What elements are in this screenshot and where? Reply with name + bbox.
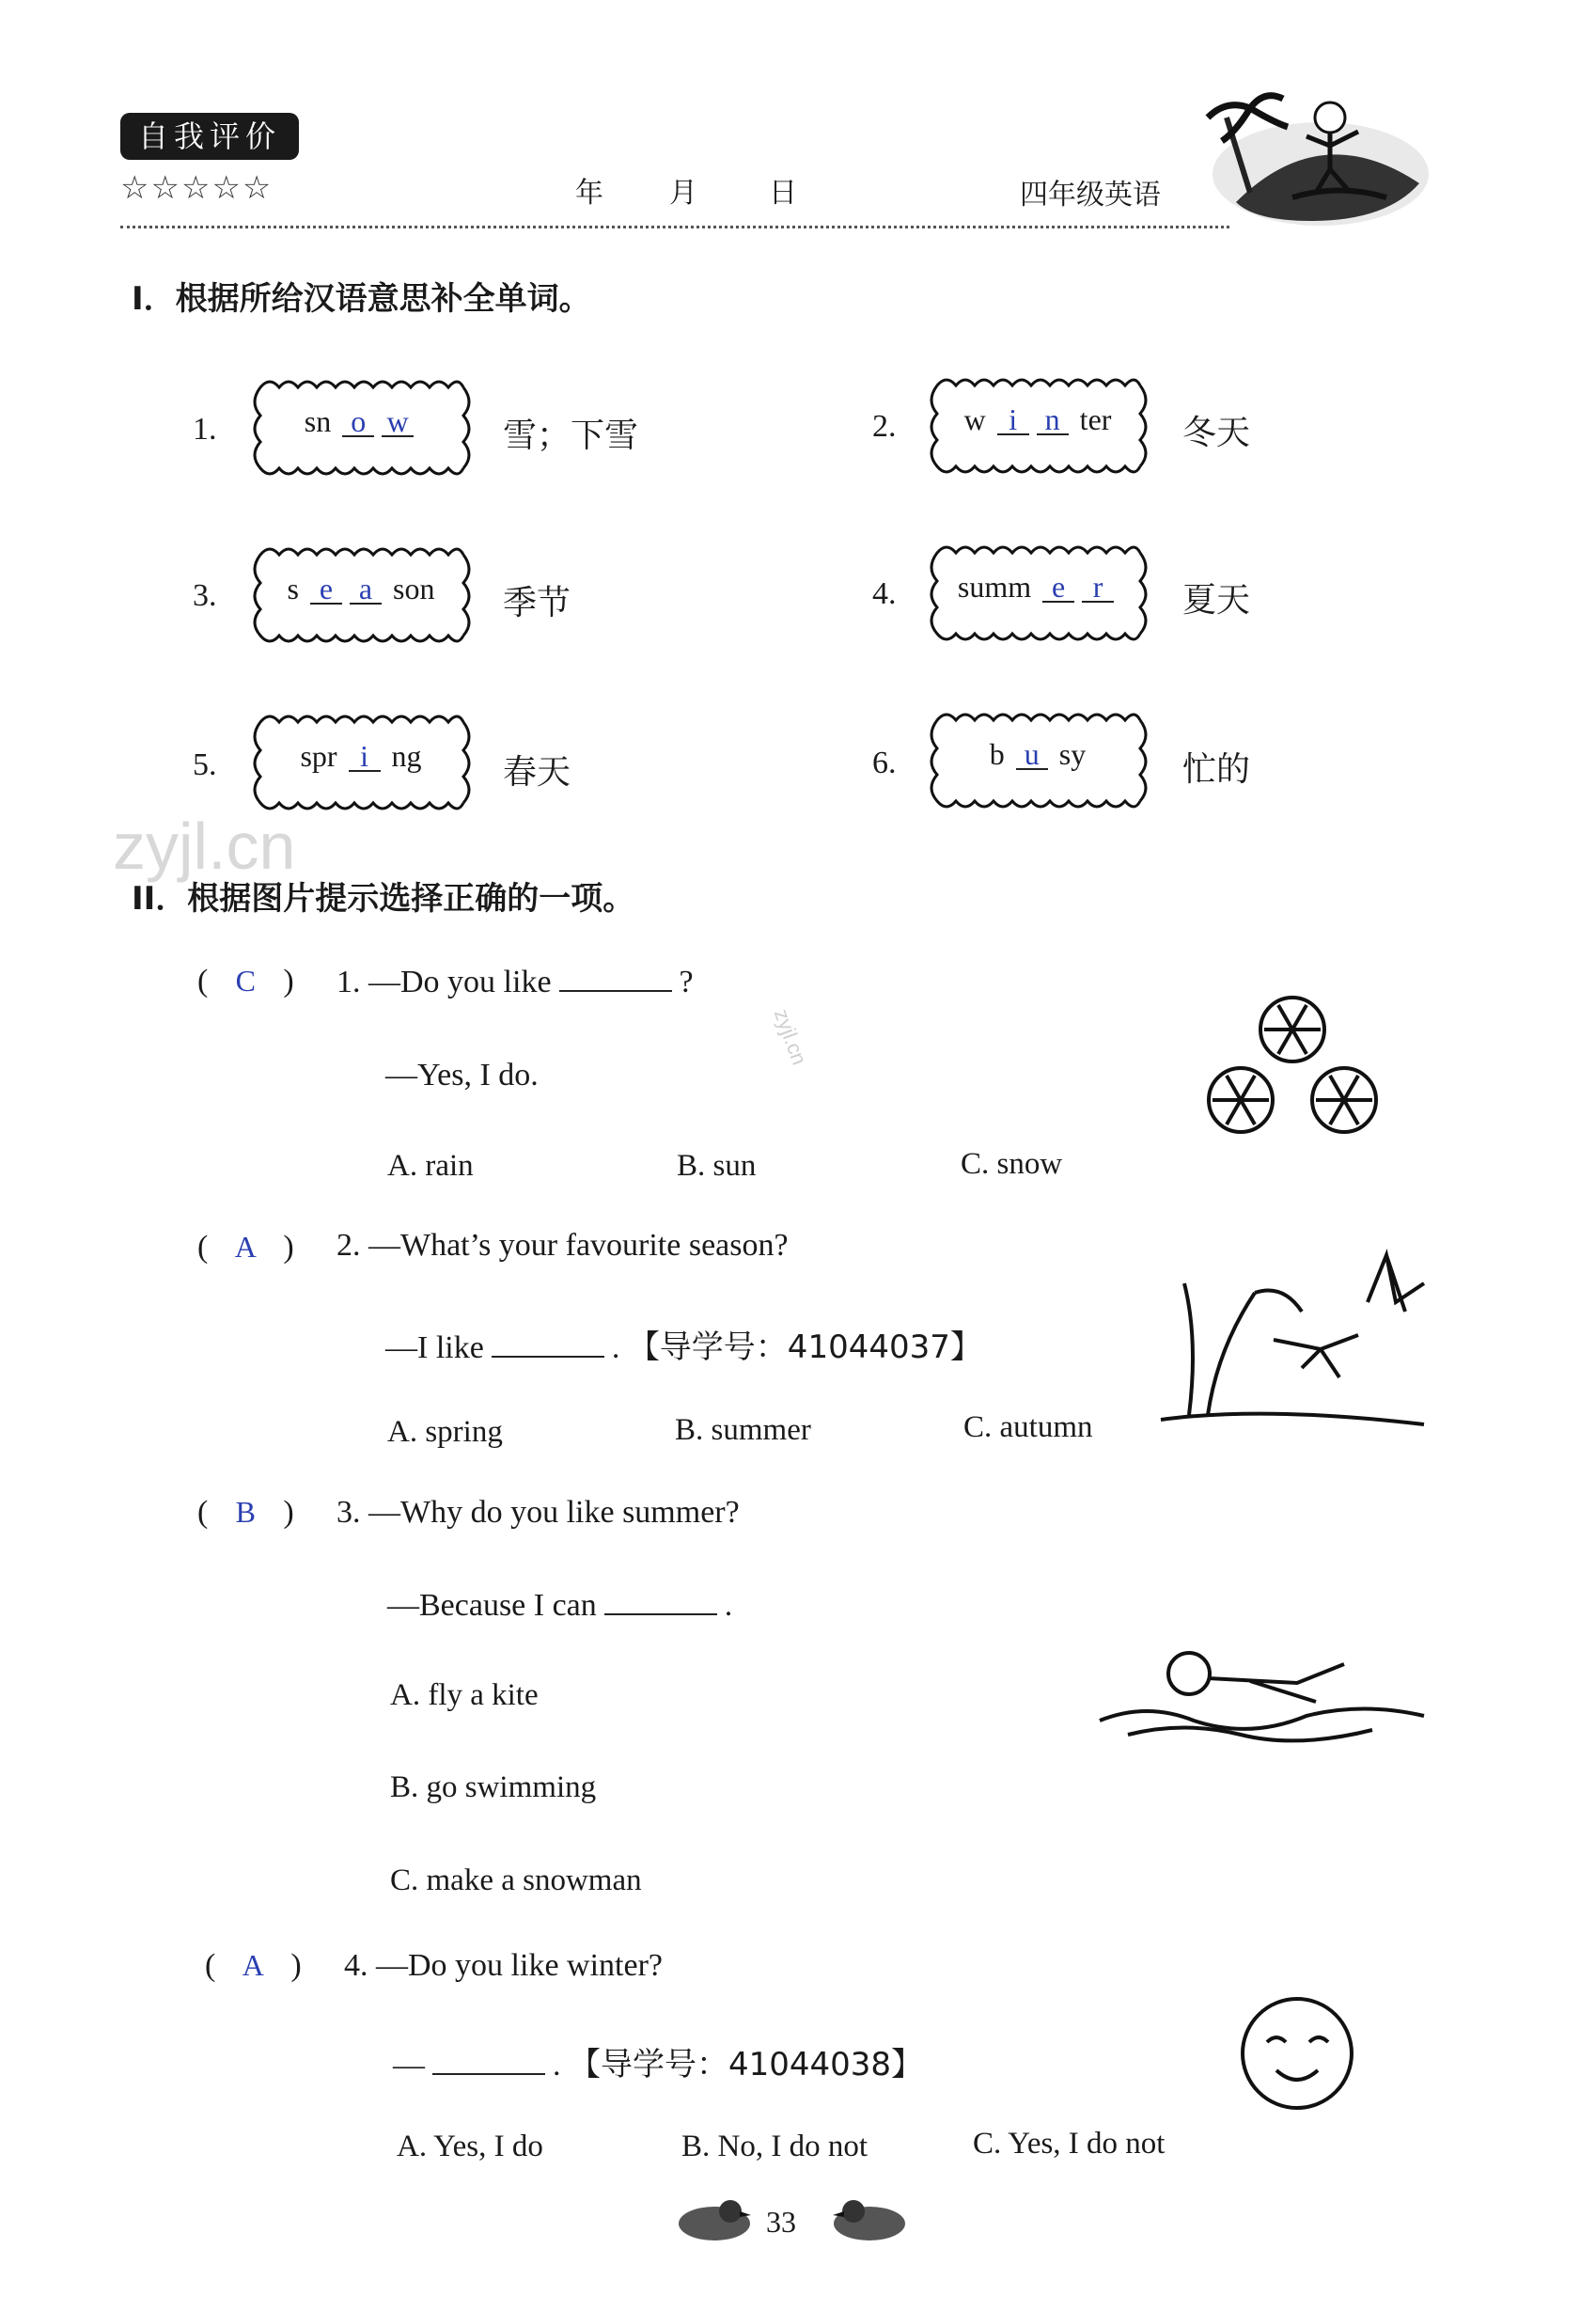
word-item-5-number: 5. — [193, 747, 217, 782]
word-item-6-meaning: 忙的 — [1182, 750, 1251, 789]
word-item-2-meaning: 冬天 — [1182, 414, 1251, 452]
blank-answer[interactable]: i — [997, 405, 1029, 435]
blank-line[interactable] — [559, 964, 672, 992]
swallows-willow-picture — [1151, 1246, 1429, 1434]
word-item-1-meaning: 雪；下雪 — [503, 417, 639, 455]
rating-stars: ☆☆☆☆☆ — [120, 171, 274, 206]
bird-icon — [827, 2191, 912, 2247]
smiley-face-picture — [1239, 1995, 1356, 2113]
answer-paren-4: ( A ) — [205, 1948, 302, 1983]
word-4: summ e r — [926, 570, 1150, 605]
question-3: 3. —Why do you like summer? — [336, 1495, 740, 1530]
answer-choice[interactable]: A — [242, 1948, 264, 1982]
question-1-reply: —Yes, I do. — [385, 1058, 539, 1093]
word-item-1-number: 1. — [193, 412, 217, 447]
blank-answer[interactable]: w — [382, 407, 414, 437]
watermark: zyjl.cn — [113, 810, 296, 883]
word-2: w i n ter — [963, 402, 1112, 436]
option[interactable]: A. rain — [387, 1149, 474, 1183]
option[interactable]: A. Yes, I do — [397, 2130, 543, 2163]
section2-title: II．根据图片提示选择正确的一项。 — [132, 880, 635, 918]
option[interactable]: C. Yes, I do not — [973, 2127, 1166, 2161]
blank-answer[interactable]: a — [350, 574, 382, 605]
answer-paren-2: ( A ) — [197, 1230, 294, 1265]
word-3: s e a son — [287, 572, 435, 605]
word-item-2-number: 2. — [872, 409, 897, 444]
question-2: 2. —What’s your favourite season? — [336, 1228, 789, 1263]
bird-icon — [672, 2191, 757, 2247]
option[interactable]: B. summer — [675, 1413, 811, 1447]
header-divider — [120, 226, 1229, 228]
word-item-6-number: 6. — [872, 746, 897, 780]
option[interactable]: C. snow — [961, 1147, 1063, 1181]
word-box-1 — [249, 376, 473, 479]
blank-answer[interactable]: n — [1037, 405, 1069, 435]
self-evaluation-badge: 自我评价 — [120, 113, 299, 160]
word-item-4-number: 4. — [872, 576, 897, 611]
word-1: sn o w — [249, 404, 473, 439]
question-1: 1. —Do you like ? — [336, 965, 694, 999]
word-box-4 — [926, 542, 1150, 645]
option[interactable]: B. No, I do not — [681, 2130, 868, 2163]
swimmer-picture — [1090, 1627, 1429, 1749]
option[interactable]: A. fly a kite — [390, 1678, 539, 1712]
question-4: 4. —Do you like winter? — [344, 1948, 663, 1983]
word-box-5 — [249, 711, 473, 814]
word-item-5-meaning: 春天 — [503, 753, 571, 792]
question-4-reply: — . 【导学号：41044038】 — [393, 2046, 924, 2083]
grade-subject-label: 四年级英语 — [1020, 179, 1161, 212]
word-item-3-meaning: 季节 — [503, 584, 571, 622]
blank-answer[interactable]: i — [349, 742, 381, 772]
option[interactable]: C. autumn — [963, 1410, 1093, 1444]
answer-paren-1: ( C ) — [197, 964, 294, 998]
option[interactable]: B. go swimming — [390, 1770, 597, 1804]
surfer-illustration — [1198, 80, 1438, 230]
option[interactable]: C. make a snowman — [390, 1863, 642, 1897]
section1-title: I．根据所给汉语意思补全单词。 — [132, 280, 591, 318]
snowflakes-picture — [1198, 992, 1391, 1142]
watermark-small: zyjl.cn — [769, 1005, 812, 1068]
word-box-2 — [926, 374, 1150, 478]
option[interactable]: B. sun — [677, 1149, 757, 1183]
page-number: 33 — [766, 2205, 796, 2239]
blank-line[interactable] — [432, 2047, 545, 2075]
word-item-4-meaning: 夏天 — [1182, 581, 1251, 620]
answer-choice[interactable]: B — [235, 1495, 256, 1529]
answer-paren-3: ( B ) — [197, 1495, 294, 1530]
blank-line[interactable] — [492, 1329, 604, 1358]
word-5: spr i ng — [300, 739, 422, 773]
word-item-3-number: 3. — [193, 578, 217, 613]
question-3-reply: —Because I can . — [387, 1588, 733, 1623]
word-box-3 — [249, 543, 473, 647]
blank-line[interactable] — [604, 1587, 717, 1615]
year-label: 年 — [575, 177, 603, 210]
option[interactable]: A. spring — [387, 1415, 503, 1449]
blank-answer[interactable]: r — [1082, 573, 1114, 603]
answer-choice[interactable]: A — [234, 1230, 257, 1264]
blank-answer[interactable]: e — [1042, 573, 1074, 603]
word-6: b u sy — [989, 737, 1087, 771]
answer-choice[interactable]: C — [235, 964, 256, 998]
blank-answer[interactable]: u — [1016, 740, 1048, 770]
blank-answer[interactable]: e — [310, 574, 342, 605]
word-box-6 — [926, 709, 1150, 812]
question-2-reply: —I like . 【导学号：41044037】 — [385, 1328, 982, 1366]
day-label: 日 — [769, 177, 797, 210]
blank-answer[interactable]: o — [342, 407, 374, 437]
month-label: 月 — [669, 177, 697, 210]
